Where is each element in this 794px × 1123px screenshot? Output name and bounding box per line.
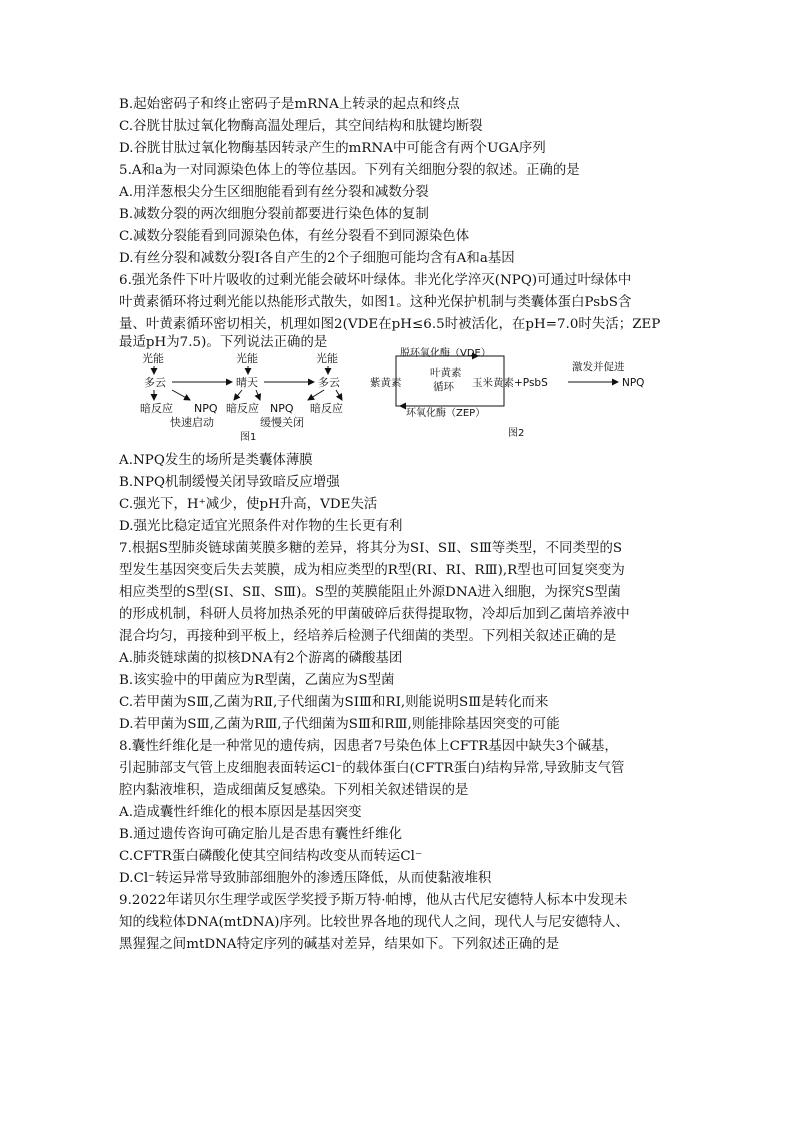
text-line: D.谷胱甘肽过氧化物酶基因转录产生的mRNA中可能含有两个UGA序列 xyxy=(119,141,546,156)
fig1-light-1: 光能 xyxy=(142,352,164,365)
question-7-stem: 7.根据S型肺炎链球菌荚膜多糖的差异，将其分为SⅠ、SⅡ、SⅢ等类型，不同类型的S xyxy=(119,541,623,556)
text-line: 黑猩猩之间mtDNA特定序列的碱基对差异，结果如下。下列叙述正确的是 xyxy=(119,937,560,952)
option-d: D.Cl⁻转运异常导致肺部细胞外的渗透压降低，从而使黏液堆积 xyxy=(119,871,492,886)
option-c: C.若甲菌为SⅢ,乙菌为RⅡ,子代细菌为SⅠⅢ和RⅠ,则能说明SⅢ是转化而来 xyxy=(119,695,549,710)
fig2-zeaxanthin: 玉米黄素+PsbS xyxy=(472,377,548,389)
text-line: 腔内黏液堆积，造成细菌反复感染。下列相关叙述错误的是 xyxy=(119,783,469,798)
fig2-vde: 脱环氧化酶（VDE） xyxy=(400,348,491,359)
fig1-caption: 图1 xyxy=(240,432,257,443)
option-a: A.肺炎链球菌的拟核DNA有2个游离的磷酸基团 xyxy=(119,651,403,666)
text-line: 叶黄素循环将过剩光能以热能形式散失，如图1。这种光保护机制与类囊体蛋白PsbS含 xyxy=(119,295,632,310)
fig2-caption: 图2 xyxy=(508,428,525,439)
option-c: C.CFTR蛋白磷酸化使其空间结构改变从而转运Cl⁻ xyxy=(119,849,423,864)
option-b: B.通过遗传咨询可确定胎儿是否患有囊性纤维化 xyxy=(119,827,403,842)
option-b: B.该实验中的甲菌应为R型菌，乙菌应为S型菌 xyxy=(119,673,395,688)
fig1-state-1: 多云 xyxy=(144,376,166,389)
text-line: 引起肺部支气管上皮细胞表面转运Cl⁻的载体蛋白(CFTR蛋白)结构异常,导致肺支气管 xyxy=(119,761,625,776)
text-line: B.起始密码子和终止密码子是mRNA上转录的起点和终点 xyxy=(119,97,460,112)
text-line: 知的线粒体DNA(mtDNA)序列。比较世界各地的现代人之间，现代人与尼安德特人、 xyxy=(119,915,629,930)
question-8-stem: 8.囊性纤维化是一种常见的遗传病，因患者7号染色体上CFTR基因中缺失3个碱基， xyxy=(119,739,618,754)
fig1-dark-1: 暗反应 xyxy=(140,402,173,415)
option-a: A.NPQ发生的场所是类囊体薄膜 xyxy=(119,453,313,468)
fig2-npq: NPQ xyxy=(622,377,645,389)
option-d: D.强光比稳定适宜光照条件对作物的生长更有利 xyxy=(119,519,403,534)
option-b: B.减数分裂的两次细胞分裂前都要进行染色体的复制 xyxy=(119,207,429,222)
option-d: D.若甲菌为SⅢ,乙菌为RⅢ,子代细菌为SⅢ和RⅢ,则能排除基因突变的可能 xyxy=(119,717,560,732)
fig2-zep: 环氧化酶（ZEP） xyxy=(406,408,486,419)
fig1-npq-1: NPQ xyxy=(194,402,218,415)
fig1-light-2: 光能 xyxy=(236,352,258,365)
option-d: D.有丝分裂和减数分裂Ⅰ各自产生的2个子细胞可能均含有A和a基因 xyxy=(119,251,515,266)
fig2-cycle-1: 叶黄素 xyxy=(430,367,462,379)
option-a: A.用洋葱根尖分生区细胞能看到有丝分裂和减数分裂 xyxy=(119,185,429,200)
question-5-stem: 5.A和a为一对同源染色体上的等位基因。下列有关细胞分裂的叙述。正确的是 xyxy=(119,163,580,178)
option-c: C.减数分裂能看到同源染色体，有丝分裂看不到同源染色体 xyxy=(119,229,470,244)
question-6-stem: 6.强光条件下叶片吸收的过剩光能会破坏叶绿体。非光化学淬灭(NPQ)可通过叶绿体中 xyxy=(119,273,632,288)
fig1-light-3: 光能 xyxy=(316,352,338,365)
fig1-npq-2: NPQ xyxy=(270,402,294,415)
fig1-fast-label: 快速启动 xyxy=(170,416,214,429)
option-c: C.强光下，H⁺减少，使pH升高，VDE失活 xyxy=(119,497,378,512)
fig1-state-3: 多云 xyxy=(318,376,340,389)
figure-1 xyxy=(140,351,343,443)
option-b: B.NPQ机制缓慢关闭导致暗反应增强 xyxy=(119,475,340,490)
fig1-dark-3: 暗反应 xyxy=(310,402,343,415)
text-line: 型发生基因突变后失去荚膜，成为相应类型的R型(RⅠ、RⅠ、RⅢ),R型也可回复突变为 xyxy=(119,563,625,578)
question-9-stem: 9.2022年诺贝尔生理学或医学奖授予斯万特·帕博，他从古代尼安德特人标本中发现未 xyxy=(119,893,628,908)
fig1-dark-2: 暗反应 xyxy=(226,402,259,415)
fig2-activate: 激发并促进 xyxy=(572,361,625,373)
text-line: 量、叶黄素循环密切相关，机理如图2(VDE在pH≤6.5时被活化，在pH=7.0时失活；ZEP xyxy=(119,317,661,332)
text-line: 相应类型的S型(SⅠ、SⅡ、SⅢ)。S型的荚膜能阻止外源DNA进入细胞，为探究S型菌 xyxy=(119,585,621,600)
fig2-violaxanthin: 紫黄素 xyxy=(370,377,402,389)
text-line: 最适pH为7.5)。下列说法正确的是 xyxy=(119,335,328,350)
fig1-slow-label: 缓慢关闭 xyxy=(260,416,304,429)
text-line: C.谷胱甘肽过氧化物酶高温处理后，其空间结构和肽键均断裂 xyxy=(119,119,483,134)
text-line: 的形成机制，科研人员将加热杀死的甲菌破碎后获得提取物，冷却后加到乙菌培养液中 xyxy=(119,607,630,622)
fig1-state-2: 晴天 xyxy=(236,376,258,389)
option-a: A.造成囊性纤维化的根本原因是基因突变 xyxy=(119,805,362,820)
figure-2 xyxy=(370,346,644,439)
figures-1-2 xyxy=(138,346,678,446)
text-line: 混合均匀，再接种到平板上，经培养后检测子代细菌的类型。下列相关叙述正确的是 xyxy=(119,629,617,644)
fig2-cycle-2: 循环 xyxy=(433,381,454,393)
